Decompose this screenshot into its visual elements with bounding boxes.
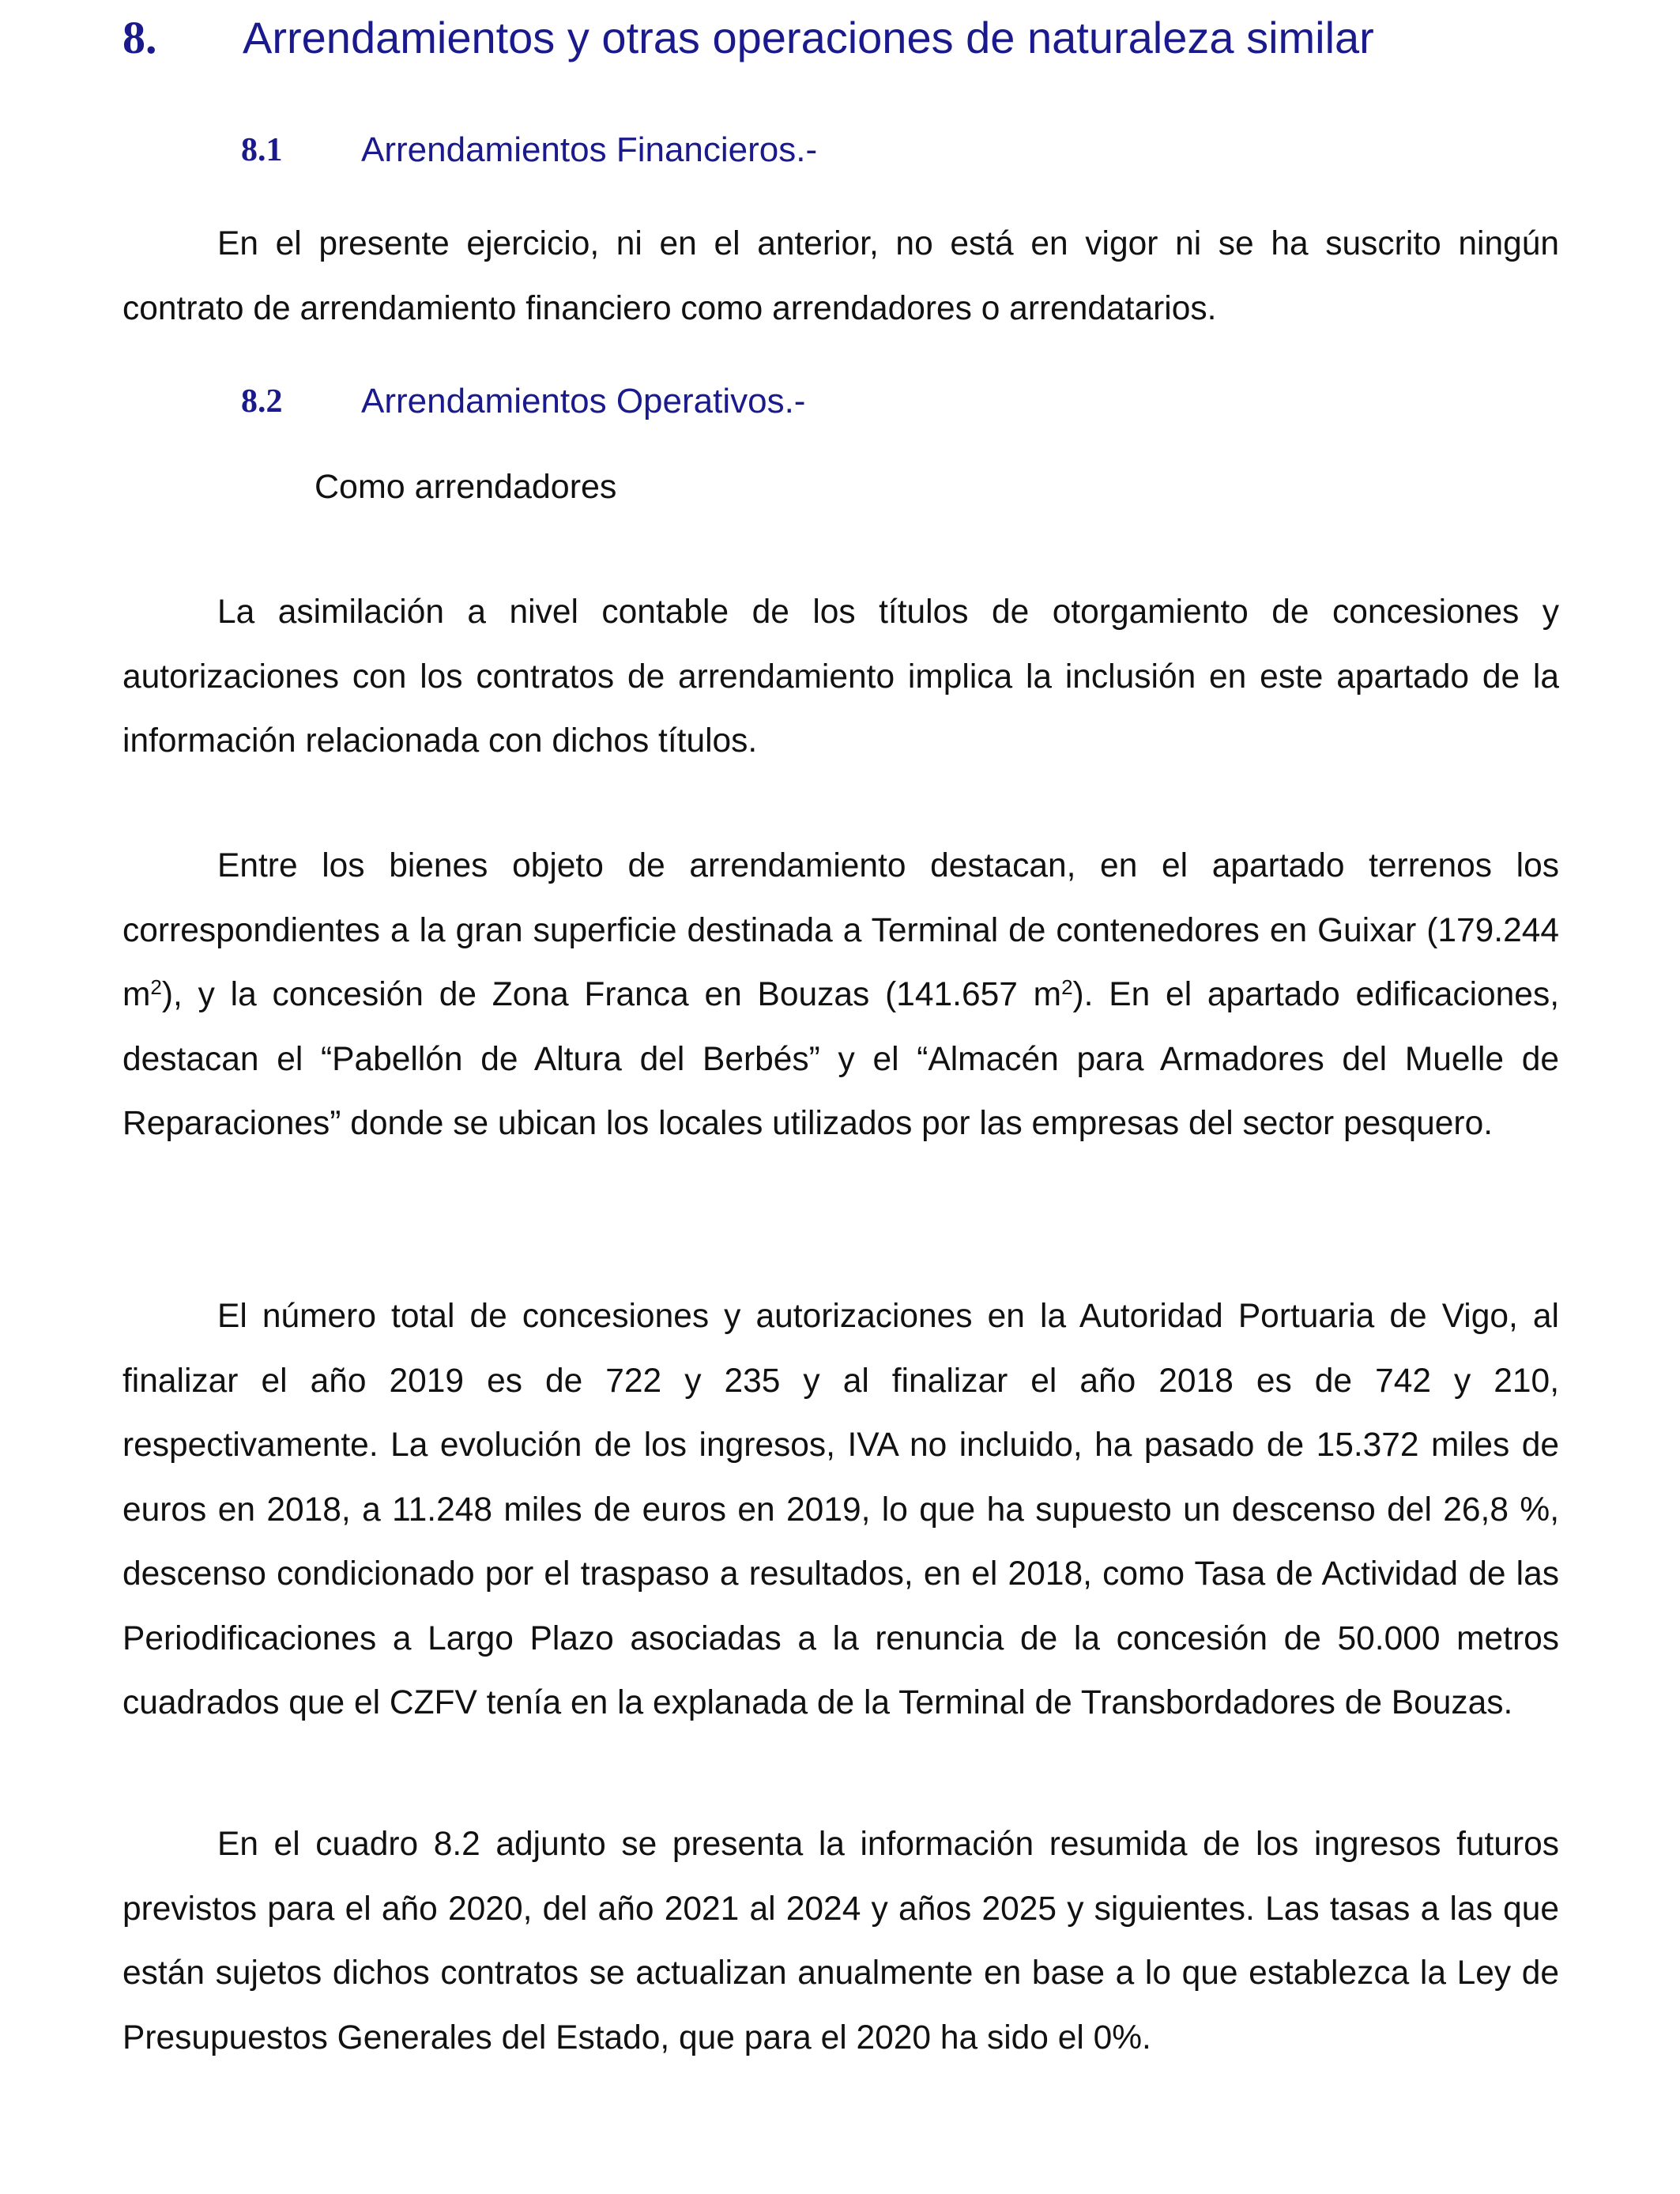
paragraph-future-income: En el cuadro 8.2 adjunto se presenta la información resumida de los ingresos futuros previstos para el año 2020, del año 2021 al 2024 y años 2025 y siguientes. Las tasas a las que están sujetos dichos contratos se actualizan anualmente en base a lo que establezca la Ley de Presupuestos Generales del Estado, que para el 2020 ha sido el 0%.: [122, 1826, 1559, 2056]
paragraph-assimilation: La asimilación a nivel contable de los títulos de otorgamiento de concesiones y autorizaciones con los contratos de arrendamiento implica la inclusión en este apartado de la información relacionada con dichos títulos.: [122, 594, 1559, 760]
subsection-title: Arrendamientos Financieros.-: [361, 130, 818, 169]
superscript: 2: [150, 975, 162, 999]
text-segment: Entre los bienes objeto de arrendamiento destacan, en el apartado terrenos los correspondientes a la gran superficie destinada a Terminal de contenedores en Guixar (179.244 m: [122, 847, 1559, 1013]
subsection-number: 8.1: [241, 132, 283, 168]
paragraph-financial-leases: En el presente ejercicio, ni en el anterior, no está en vigor ni se ha suscrito ningún contrato de arrendamiento financiero como arrendadores o arrendatarios.: [122, 225, 1559, 327]
section-title: Arrendamientos y otras operaciones de naturaleza similar: [243, 13, 1374, 62]
subsection-number: 8.2: [241, 383, 283, 420]
subsection-heading-8-1: [241, 126, 1584, 174]
superscript: 2: [1061, 975, 1073, 999]
section-number: 8.: [122, 12, 157, 63]
subsection-heading-8-2: [241, 378, 1584, 425]
subheading-lessors: Como arrendadores: [315, 468, 617, 506]
text-segment: ), y la concesión de Zona Franca en Bouzas (141.657 m: [161, 976, 1062, 1013]
paragraph-leased-assets: [122, 834, 1559, 1156]
text-segment: ). En el apartado edificaciones, destacan el “Pabellón de Altura del Berbés” y el “Almacén para Armadores del Muelle de Reparaciones” donde se ubican los locales utilizados por las empresas del sector pesquero.: [122, 976, 1560, 1142]
subsection-title: Arrendamientos Operativos.-: [361, 382, 806, 420]
paragraph-concessions-count: El número total de concesiones y autorizaciones en la Autoridad Portuaria de Vigo, al finalizar el año 2019 es de 722 y 235 y al finalizar el año 2018 es de 742 y 210, respectivamente. La evolución de los ingresos, IVA no incluido, ha pasado de 15.372 miles de euros en 2018, a 11.248 miles de euros en 2019, lo que ha supuesto un descenso del 26,8 %, descenso condicionado por el traspaso a resultados, en el 2018, como Tasa de Actividad de las Periodificaciones a Largo Plazo asociadas a la renuncia de la concesión de 50.000 metros cuadrados que el CZFV tenía en la explanada de la Terminal de Transbordadores de Bouzas.: [122, 1298, 1559, 1721]
section-heading: [122, 6, 1624, 70]
